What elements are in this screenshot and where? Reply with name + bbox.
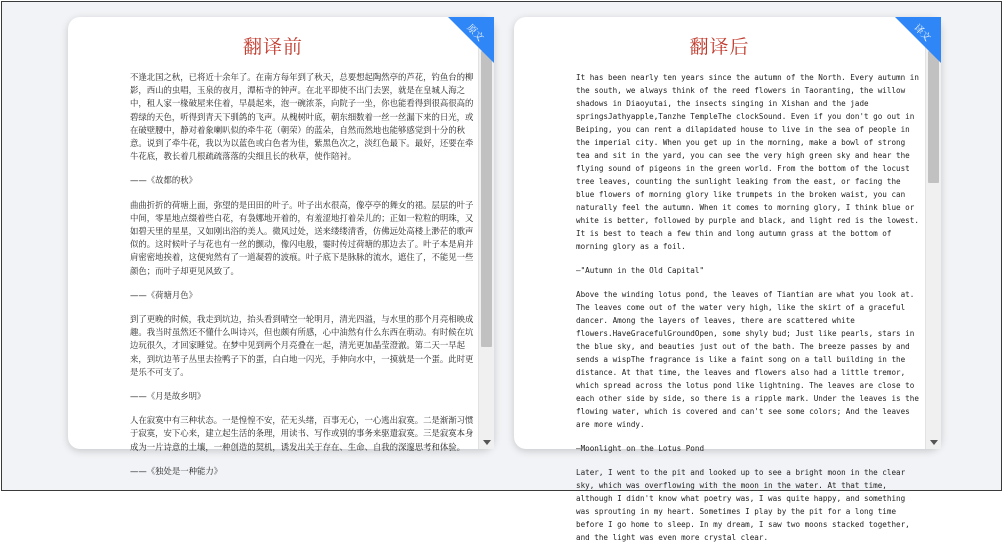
- original-source-line: ——《故都的秋》: [130, 175, 197, 186]
- original-paragraph: 人在寂寞中有三种状态。一是惶惶不安，茫无头绪，百事无心，一心逃出寂寞。二是渐渐习惯于寂寞，安下心来，建立起生活的条理，用读书、写作或别的事务来驱遣寂寞。三是寂寞本身成为一片诗意的土壤，一种创造的契机，诱发出关于存在、生命、自我的深邃思考和体验。: [130, 415, 474, 452]
- original-paragraph: 不逢北国之秋，已将近十余年了。在南方每年到了秋天，总要想起陶然亭的芦花，钓鱼台的柳影，西山的虫唱，玉泉的夜月，潭柘寺的钟声。在北平即使不出门去罢，就是在皇城人海之中，租人家一椽破屋来住着，早晨起来，泡一碗浓茶，向院子一坐，你也能看得到很高很高的碧绿的天色，听得到青天下驯鸽的飞声。从槐树叶底，朝东细数着一丝一丝漏下来的日光，或在破壁腰中，静对着象喇叭似的牵牛花（朝荣）的蓝朵，自然而然地也能够感觉到十分的秋意。说到了牵牛花，我以为以蓝色或白色者为佳，紫黑色次之，淡红色最下。最好，还要在牵牛花底，教长着几根疏疏落落的尖细且长的秋草，使作陪衬。: [130, 72, 474, 162]
- original-badge-label: 原文: [464, 22, 486, 44]
- translated-source-line: —Moonlight on the Lotus Pond: [576, 444, 705, 453]
- translated-paragraph: Later, I went to the pit and looked up to see a bright moon in the clear sky, which was overflowing with the moon in the water. At that time, although I didn't know what poetry was, I was quite happy, and something was sprouting in my heart. Sometimes I play by the pit for a long time before I go home to sleep. In my dream, I saw two moons stacked together, and the light was even more crystal clear.: [576, 468, 910, 542]
- translated-source-line: —"Autumn in the Old Capital": [576, 266, 705, 275]
- translated-scrollbar-thumb[interactable]: [928, 51, 939, 183]
- scroll-down-arrow-icon[interactable]: [930, 440, 938, 445]
- translated-paragraph: It has been nearly ten years since the autumn of the North. Every autumn in the south, we always think of the reed flowers in Taoranting, the willow shadows in Diaoyutai, the insects singing in Xishan and the jade springsJathyapple,Tanzhe TempleThe clockSound. Even if you don't go out in Beiping, you can rent a dilapidated house to live in the sea of people in the imperial city. When you get up in the morning, make a bowl of strong tea and sit in the yard, you can see the very high green sky and hear the flying sound of pigeons in the green world. From the bottom of the locust tree leaves, counting the sunlight leaking from the east, or facing the blue flowers of morning glory like trumpets in the broken waist, you can naturally feel the autumn. When it comes to morning glory, I think blue or white is better, followed by purple and black, and light red is the lowest. It is best to teach a few thin and long autumn grass at the bottom of morning glory as a foil.: [576, 73, 919, 251]
- original-vertical-scrollbar[interactable]: [478, 17, 494, 449]
- original-corner-badge: [448, 17, 494, 63]
- original-text-scroll-area[interactable]: [68, 17, 478, 476]
- original-text-body: [68, 71, 478, 478]
- original-paragraph: 到了更晚的时候，我走到坑边，抬头看到晴空一轮明月，清光四溢，与水里的那个月亮相映成趣。我当时虽然还不懂什么叫诗兴，但也颇有所感，心中油然有什么东西在萌动。有时候在坑边玩很久，才回家睡觉。在梦中见到两个月亮叠在一起，清光更加晶莹澄澈。第二天一早起来，到坑边苇子丛里去捡鸭子下的蛋，白白地一闪光，手伸向水中，一摸就是一个蛋。此时更是乐不可支了。: [130, 314, 474, 377]
- translated-text-body: [514, 71, 925, 544]
- original-scrollbar-thumb[interactable]: [481, 51, 492, 347]
- scroll-down-arrow-icon[interactable]: [483, 440, 491, 445]
- translated-badge-label: 译文: [911, 22, 933, 44]
- translated-corner-badge: [895, 17, 941, 63]
- page-frame: [1, 1, 1002, 542]
- translated-text-scroll-area[interactable]: [514, 17, 925, 542]
- translated-paragraph: Above the winding lotus pond, the leaves of Tiantian are what you look at. The leaves come out of the water very high, like the skirt of a graceful dancer. Among the layers of leaves, there are scattered white flowers.HaveGracefulGroundOpen, some shyly bud; Just like pearls, stars in the blue sky, and beauties just out of the bath. The breeze passes by and sends a wispThe fragrance is like a faint song on a tall building in the distance. At that time, the leaves and flowers also had a little tremor, which spread across the lotus pond like lightning. The leaves are close to each other side by side, so there is a ripple mark. Under the leaves is the flowing water, which is covered and can't see some colors; And the leaves are more windy.: [576, 290, 919, 429]
- original-source-line: ——《独处是一种能力》: [130, 465, 223, 476]
- original-panel-title: 翻译前: [242, 36, 303, 58]
- translated-text-panel: [514, 17, 941, 542]
- translated-vertical-scrollbar[interactable]: [925, 17, 941, 449]
- original-paragraph: 曲曲折折的荷塘上面，弥望的是田田的叶子。叶子出水很高，像亭亭的舞女的裙。层层的叶子中间，零星地点缀着些白花，有袅娜地开着的，有羞涩地打着朵儿的；正如一粒粒的明珠，又如碧天里的星星，又如刚出浴的美人。微风过处，送来缕缕清香，仿佛远处高楼上渺茫的歌声似的。这时候叶子与花也有一丝的颤动，像闪电般，霎时传过荷塘的那边去了。叶子本是肩并肩密密地挨着，这便宛然有了一道凝碧的波痕。叶子底下是脉脉的流水，遮住了，不能见一些颜色；而叶子却更见风致了。: [130, 199, 474, 276]
- original-text-panel: [68, 17, 494, 476]
- translated-panel-title: 翻译后: [689, 36, 750, 58]
- original-source-line: ——《荷塘月色》: [130, 289, 197, 300]
- original-source-line: ——《月是故乡明》: [130, 391, 206, 402]
